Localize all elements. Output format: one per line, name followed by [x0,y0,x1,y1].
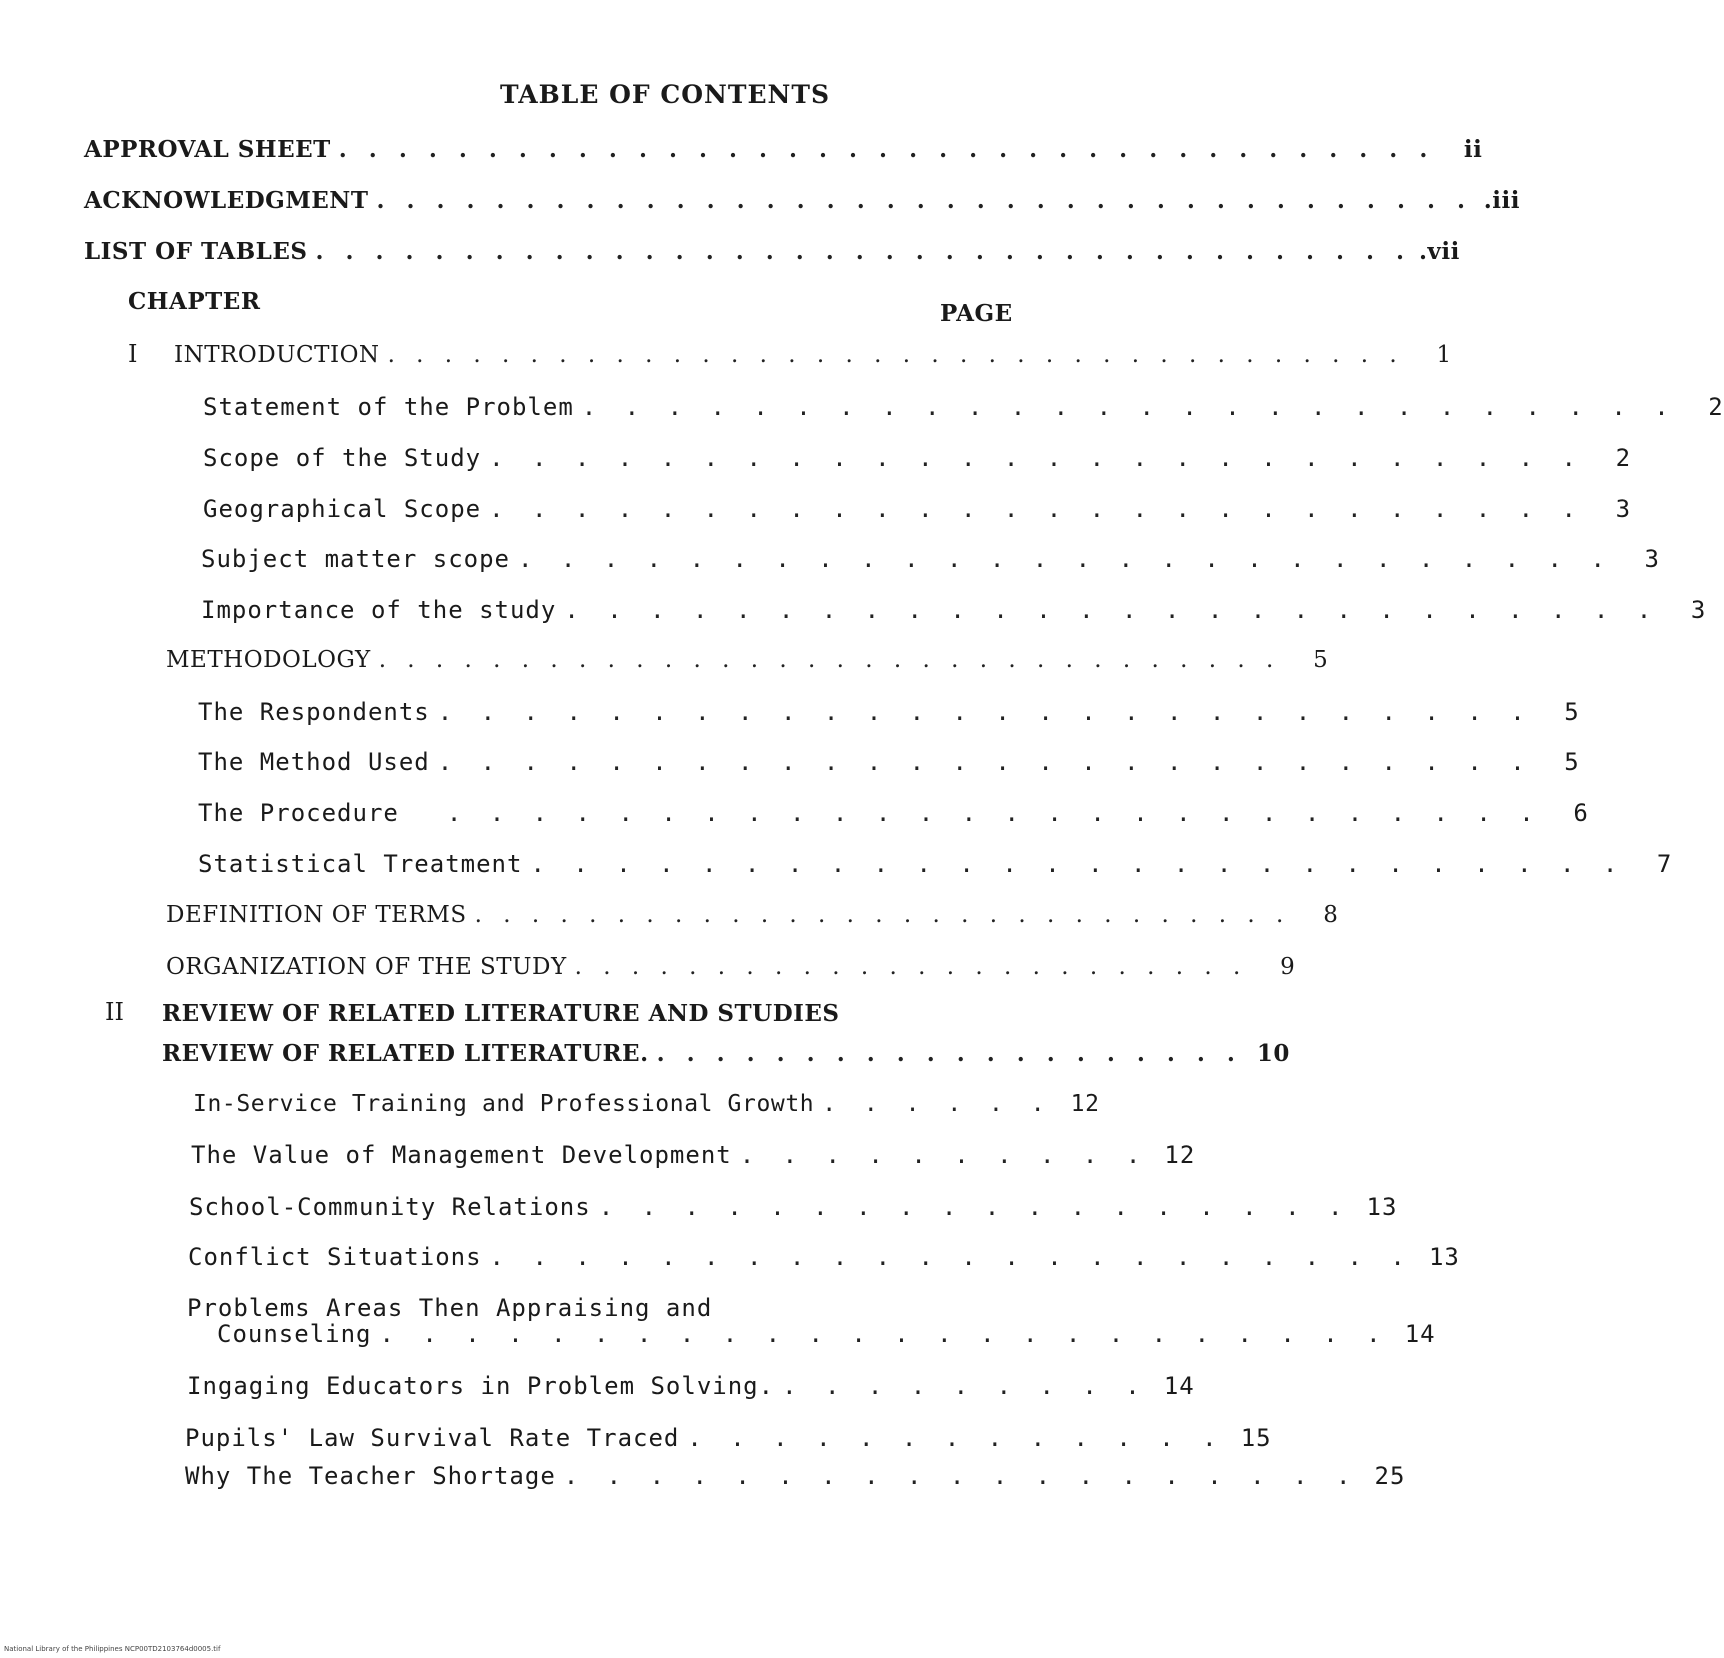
toc-entry [189,1193,1398,1221]
toc-entry-page: 3 [1615,495,1632,523]
toc-entry [201,545,1660,573]
scan-footer: National Library of the Philippines NCP00TD2103764d0005.tif [4,1645,221,1653]
toc-entry-label: Subject matter scope [201,545,510,573]
toc-entry-page: 6 [1573,799,1589,827]
toc-entry-page: 2 [1708,393,1724,421]
toc-entry-label: The Method Used [198,748,430,776]
toc-entry [191,1141,1196,1169]
toc-entry-label: The Value of Management Development [191,1141,732,1169]
dot-leader: . . . . . . . . . . . . . . . . . . . . . . . . . . . . . . . . . . . . . [338,136,1435,163]
toc-entry-page: 15 [1240,1424,1272,1452]
toc-entry-page: 14 [1404,1320,1436,1348]
toc-entry-label: Why The Teacher Shortage [185,1462,556,1490]
toc-entry-page: .iii [1483,187,1520,214]
toc-entry [198,698,1580,726]
toc-entry-page: 12 [1164,1141,1196,1169]
toc-entry [203,393,1724,421]
dot-leader: . . . . . . . . . . . . . . . . . . . . [656,1040,1242,1067]
toc-entry-label: Importance of the study [201,596,557,624]
dot-leader: . . . . . . . . . . . . . . . . . . . . . . . . . . . . . . . . . . . . [387,342,1404,368]
dot-leader: . . . . . . . . . . . . . . . . . . . . . . . . . . [581,393,1676,421]
dot-leader: . . . . . . . . . . . . . . . . . . . . . . . . [574,954,1248,980]
page-column-header: PAGE [940,300,1013,327]
toc-entry-page: 13 [1366,1193,1398,1221]
toc-entry [198,850,1673,878]
toc-entry-page: 2 [1615,444,1632,472]
dot-leader: . . . . . . . . . . . . . . . . . . . . . . . . . . [489,495,1584,523]
toc-entry [201,596,1707,624]
toc-entry-label: DEFINITION OF TERMS [166,902,467,928]
toc-entry [217,1320,1436,1348]
dot-leader: . . . . . . . . . . . . . . . . . . . . . . . . . . . . . [474,902,1291,928]
toc-entry-page: 8 [1323,902,1339,928]
toc-entry-label: Geographical Scope [203,495,482,523]
toc-entry-introduction [174,342,1452,368]
toc-entry [193,1091,1100,1117]
toc-entry-label: The Respondents [198,698,430,726]
dot-leader: . . . . . . . . . . . . . . . . . . . [563,1462,1358,1490]
toc-entry-page: 10 [1256,1040,1290,1067]
chapter-numeral: II [105,998,124,1026]
toc-entry-page: 5 [1313,647,1329,673]
toc-entry [185,1462,1406,1490]
toc-entry-label: Problems Areas Then Appraising and [187,1294,713,1322]
toc-entry-label: LIST OF TABLES [84,238,308,265]
toc-entry-page: 14 [1163,1372,1195,1400]
toc-entry-page: 9 [1280,954,1296,980]
toc-entry-page: 3 [1644,545,1660,573]
toc-entry [188,1243,1460,1271]
dot-leader: . . . . . . . . . . . . . . . . . . . . . . . . . . [530,850,1625,878]
chapter-numeral: I [128,340,138,368]
toc-entry-page: 5 [1564,748,1580,776]
chapter-title: REVIEW OF RELATED LITERATURE AND STUDIES [162,1000,840,1027]
toc-entry-label: In-Service Training and Professional Growth [193,1091,815,1117]
toc-entry-acknowledgment [84,187,1520,214]
toc-entry-label: REVIEW OF RELATED LITERATURE. [162,1040,649,1067]
toc-entry-page: 25 [1374,1462,1406,1490]
toc-entry-page: 7 [1656,850,1673,878]
toc-entry [203,444,1632,472]
toc-entry [198,748,1580,776]
toc-entry-review-literature [162,1040,1290,1067]
chapter-column-header: CHAPTER [128,288,261,315]
dot-leader: . . . . . . . . . [782,1372,1147,1400]
toc-entry-methodology [166,647,1329,673]
toc-entry-label: INTRODUCTION [174,342,380,368]
toc-entry [203,495,1632,523]
page-title: TABLE OF CONTENTS [500,80,831,109]
toc-entry-list-of-tables [84,238,1460,265]
dot-leader: . . . . . . . . . . . . . . . . . . . . . . . . . . . . . . . . . . . . . [315,238,1412,265]
dot-leader: . . . . . . . . . . . . . . . . . . . . . . . . . . [437,748,1532,776]
toc-entry [185,1424,1272,1452]
toc-entry-organization [166,954,1296,980]
dot-leader: . . . . . . . . . . [739,1141,1148,1169]
toc-entry-page: 1 [1436,342,1452,368]
toc-entry-label: APPROVAL SHEET [84,136,331,163]
dot-leader: . . . . . . . . . . . . . . . . . . . . . . . . . . [437,698,1532,726]
dot-leader: . . . . . . . . . . . . . . . . . . . . . . . . . . [517,545,1612,573]
toc-entry-label: Conflict Situations [188,1243,482,1271]
toc-entry-approval-sheet [84,136,1483,163]
dot-leader: . . . . . . . . . . . . . . . . . . [598,1193,1350,1221]
dot-leader: . . . . . . . . . . . . . . . . . . . . . . . . . . [564,596,1659,624]
toc-entry-definition-of-terms [166,902,1339,928]
dot-leader: . . . . . . . . . . . . . . . . . . . . . . . . . . . . . . . . . . . . . [376,187,1472,214]
dot-leader: . . . . . . . . . . . . . . . . . . . . . . . . . . [489,444,1584,472]
toc-entry-page: 3 [1690,596,1707,624]
toc-entry-label: Pupils' Law Survival Rate Traced [185,1424,680,1452]
toc-entry-label: ACKNOWLEDGMENT [84,187,369,214]
dot-leader: . . . . . . . . . . . . . . . . . . . . . . . . . . [446,799,1541,827]
toc-entry-label: Ingaging Educators in Problem Solving. [187,1372,775,1400]
toc-entry-label: Statement of the Problem [203,393,574,421]
toc-entry-label: ORGANIZATION OF THE STUDY [166,954,567,980]
toc-entry-page: .vii [1419,238,1460,265]
toc-entry-label: Counseling [217,1320,372,1348]
toc-entry-page: 13 [1428,1243,1460,1271]
toc-entry-label: METHODOLOGY [166,647,371,673]
toc-entry-page: ii [1463,136,1483,163]
toc-entry-page: 5 [1564,698,1580,726]
toc-entry-label: School-Community Relations [189,1193,591,1221]
dot-leader: . . . . . . [822,1091,1052,1117]
toc-entry-page: 12 [1070,1091,1100,1117]
toc-entry [198,799,1589,827]
toc-entry-label: Statistical Treatment [198,850,523,878]
dot-leader: . . . . . . . . . . . . . . . . . . . . . . . . [379,1320,1388,1348]
toc-entry-label: Scope of the Study [203,444,482,472]
dot-leader: . . . . . . . . . . . . . . . . . . . . . . . . . . . . . . . . [378,647,1281,673]
toc-entry-label: The Procedure [198,799,399,827]
dot-leader: . . . . . . . . . . . . . [687,1424,1224,1452]
dot-leader: . . . . . . . . . . . . . . . . . . . . . . [489,1243,1412,1271]
toc-entry [187,1372,1195,1400]
